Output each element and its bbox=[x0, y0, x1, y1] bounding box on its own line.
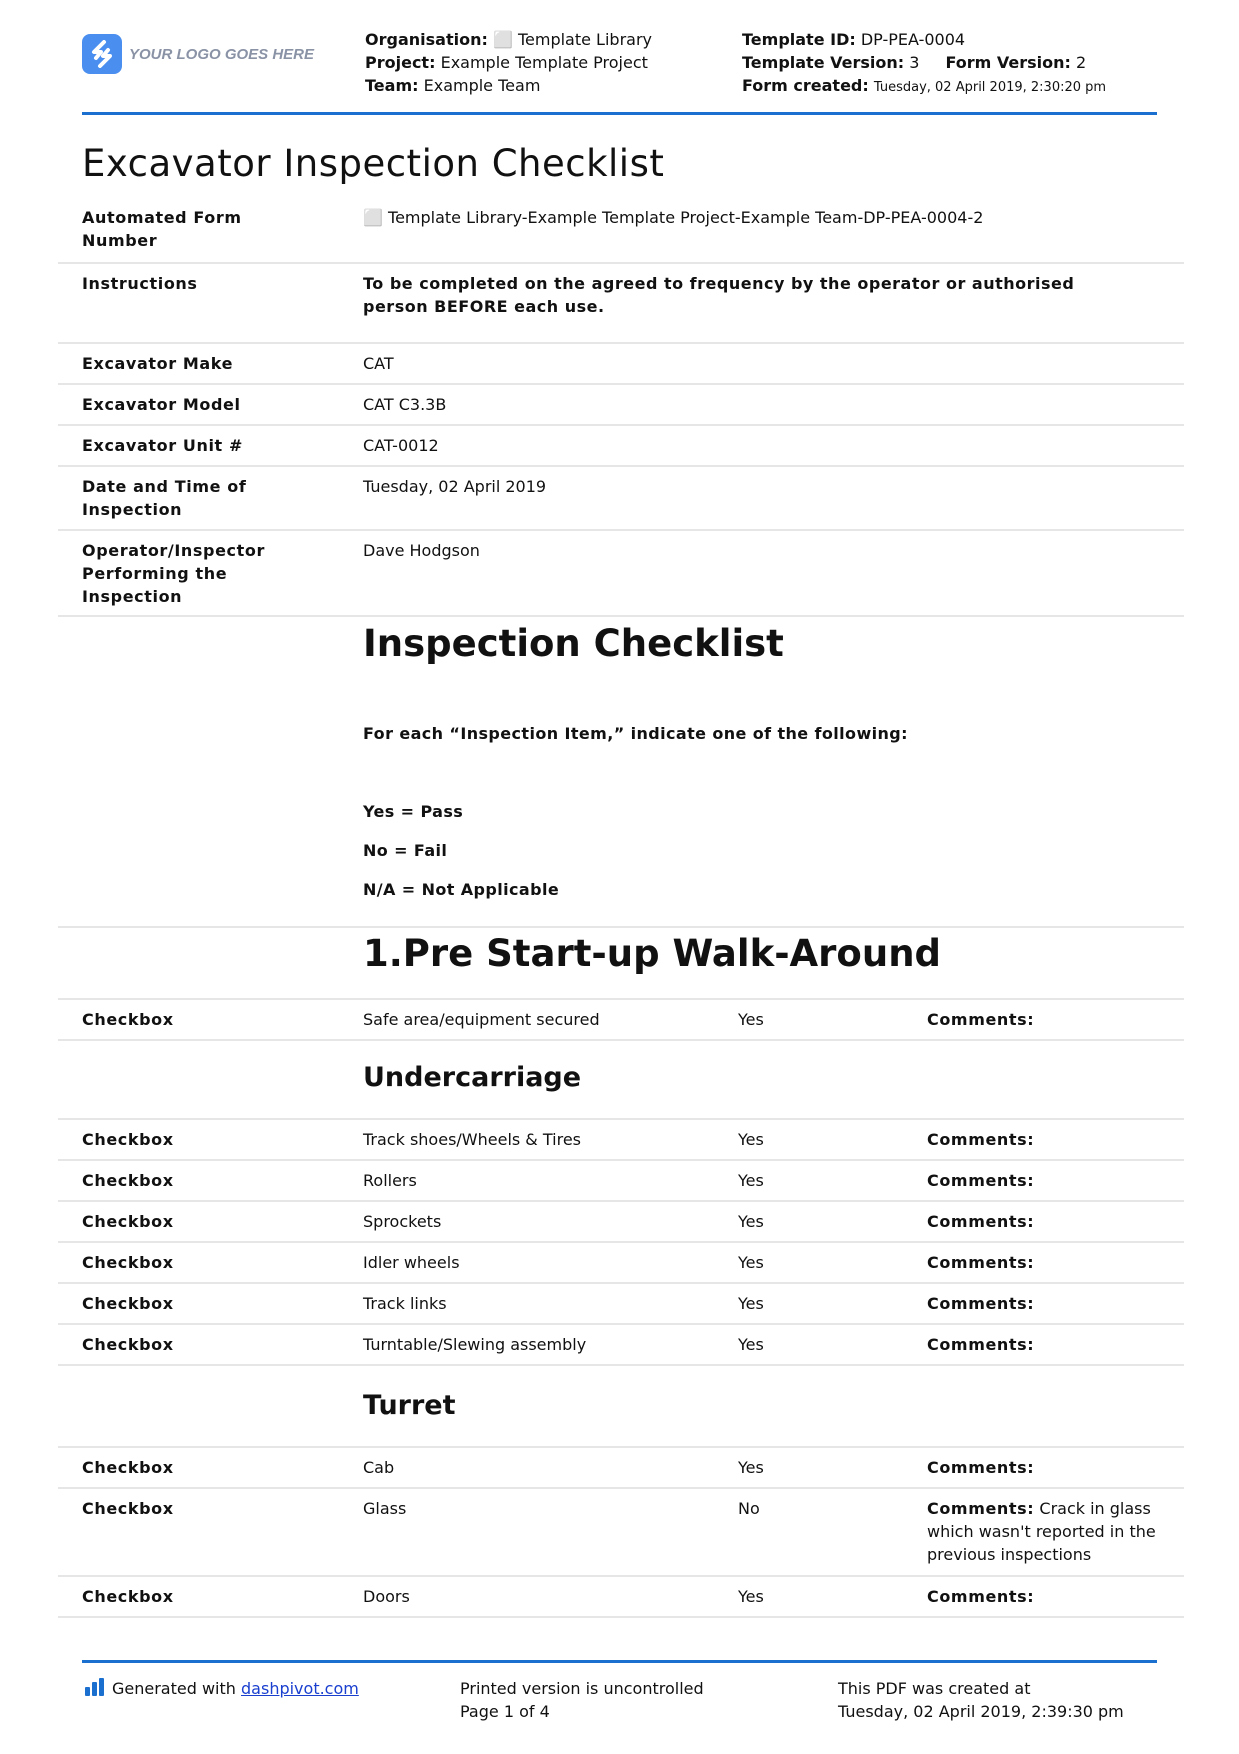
logo-text: YOUR LOGO GOES HERE bbox=[129, 45, 315, 63]
legend-na: N/A = Not Applicable bbox=[363, 880, 560, 899]
page-header bbox=[82, 28, 1157, 115]
detail-row-make: Excavator Make CAT bbox=[58, 344, 1184, 385]
subsection-heading-undercarriage: Undercarriage bbox=[363, 1062, 582, 1093]
detail-row-unit: Excavator Unit # CAT-0012 bbox=[58, 426, 1184, 467]
template-version-value: 3 bbox=[909, 53, 920, 72]
table-row: Checkbox Sprockets Yes Comments: bbox=[58, 1202, 1184, 1243]
team-value: Example Team bbox=[423, 76, 541, 95]
footer-created: This PDF was created at Tuesday, 02 April 2019, 2:39:30 pm bbox=[838, 1679, 1124, 1721]
checklist-intro: For each “Inspection Item,” indicate one of the following: bbox=[363, 724, 908, 743]
document-title: Excavator Inspection Checklist bbox=[82, 142, 665, 185]
template-id-value: DP-PEA-0004 bbox=[860, 30, 966, 49]
dashpivot-link[interactable]: dashpivot.com bbox=[241, 1679, 359, 1698]
table-row: Checkbox Track shoes/Wheels & Tires Yes Comments: bbox=[58, 1118, 1184, 1161]
company-logo bbox=[82, 34, 314, 74]
comment-text: Crack in glass which wasn't reported in the previous inspections bbox=[927, 1499, 1156, 1564]
detail-row-operator: Operator/Inspector Performing the Inspection Dave Hodgson bbox=[58, 531, 1184, 617]
project-value: Example Template Project bbox=[440, 53, 648, 72]
table-row: Checkbox Track links Yes Comments: bbox=[58, 1284, 1184, 1325]
form-created-value: Tuesday, 02 April 2019, 2:30:20 pm bbox=[873, 80, 1107, 95]
table-row: Checkbox Doors Yes Comments: bbox=[58, 1577, 1184, 1618]
table-row: Checkbox Idler wheels Yes Comments: bbox=[58, 1243, 1184, 1284]
table-row: Checkbox Cab Yes Comments: bbox=[58, 1446, 1184, 1489]
checklist-heading: Inspection Checklist bbox=[363, 622, 784, 665]
subsection-heading-turret: Turret bbox=[363, 1390, 456, 1421]
detail-row-date: Date and Time of Inspection Tuesday, 02 April 2019 bbox=[58, 467, 1184, 531]
table-row: Checkbox Glass No Comments: Crack in glass which wasn't reported in the previous inspections bbox=[58, 1489, 1184, 1577]
legend-no: No = Fail bbox=[363, 841, 448, 860]
organisation-value: ⬜ Template Library bbox=[492, 30, 652, 49]
checkbox-label: Checkbox bbox=[82, 1010, 174, 1029]
section-heading-pre-startup: 1.Pre Start-up Walk-Around bbox=[363, 932, 942, 975]
detail-row-instructions: Instructions To be completed on the agreed to frequency by the operator or authorised person BEFORE each use. bbox=[58, 264, 1184, 344]
detail-row-model: Excavator Model CAT C3.3B bbox=[58, 385, 1184, 426]
table-row: Checkbox Rollers Yes Comments: bbox=[58, 1161, 1184, 1202]
divider bbox=[58, 926, 1184, 928]
footer-generated: Generated with dashpivot.com bbox=[85, 1677, 359, 1700]
bar-chart-icon bbox=[85, 1678, 104, 1696]
turret-rows bbox=[58, 1446, 1184, 1618]
table-row: Checkbox Turntable/Slewing assembly Yes Comments: bbox=[58, 1325, 1184, 1366]
detail-row-form-number: Automated Form Number ⬜ Template Library-Example Template Project-Example Team-DP-PEA-0004-2 bbox=[58, 206, 1184, 264]
answer-value-fail: No bbox=[738, 1499, 760, 1518]
form-content bbox=[58, 206, 1184, 617]
footer-uncontrolled: Printed version is uncontrolled Page 1 of 4 bbox=[460, 1679, 704, 1721]
logo-icon bbox=[82, 34, 122, 74]
header-template-info: Template ID: DP-PEA-0004 Template Version: 3 Form Version: 2 Form created: Tuesday, 02 April 2019, 2:30:20 pm bbox=[742, 30, 1107, 95]
undercarriage-rows bbox=[58, 1118, 1184, 1366]
pre-startup-rows bbox=[58, 998, 1184, 1041]
page-number: Page 1 of 4 bbox=[460, 1702, 550, 1721]
answer-value: Yes bbox=[738, 1010, 764, 1029]
page-footer bbox=[82, 1660, 1157, 1721]
form-version-value: 2 bbox=[1075, 53, 1087, 72]
header-org-info: Organisation: ⬜ Template Library Project: Example Template Project Team: Example Team bbox=[365, 30, 652, 95]
table-row: Checkbox Safe area/equipment secured Yes Comments: bbox=[58, 998, 1184, 1041]
legend-yes: Yes = Pass bbox=[363, 802, 464, 821]
